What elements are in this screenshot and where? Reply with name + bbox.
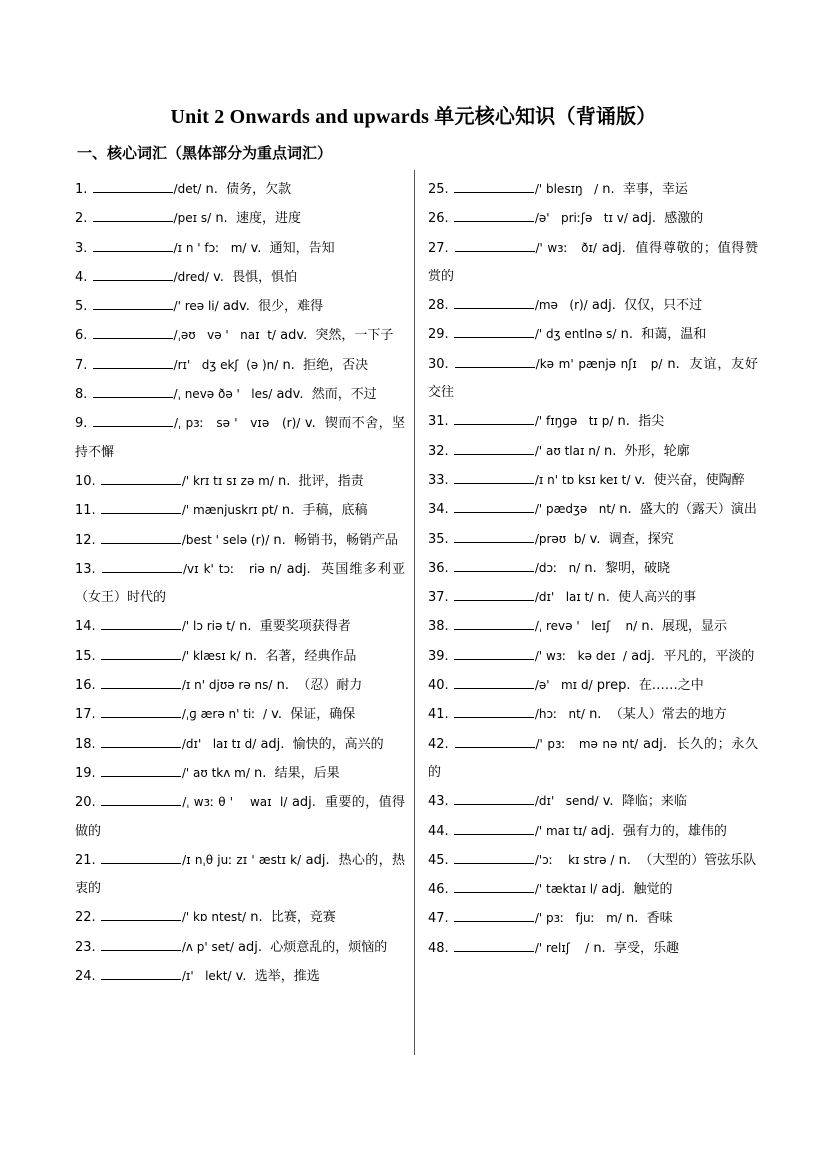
- definition: n. 指尖: [617, 414, 665, 430]
- answer-blank[interactable]: [93, 267, 173, 281]
- phonetic: /mə (r)/: [534, 298, 588, 313]
- definition: n. 幸事，幸运: [602, 182, 688, 197]
- answer-blank[interactable]: [454, 791, 534, 805]
- item-number: 27.: [428, 240, 449, 256]
- definition: n. 友谊，友好交往: [428, 356, 758, 401]
- item-number: 4.: [75, 269, 88, 285]
- answer-blank[interactable]: [454, 587, 534, 601]
- answer-blank[interactable]: [101, 792, 181, 806]
- phonetic: /rɪ' dʒ ekʃ (ə )n/: [173, 357, 279, 372]
- answer-blank[interactable]: [101, 966, 181, 980]
- definition: n. 香味: [626, 911, 673, 927]
- answer-blank[interactable]: [454, 558, 534, 572]
- item-number: 18.: [75, 736, 96, 752]
- phonetic: /' wɜː kə deɪ /: [534, 648, 627, 663]
- answer-blank[interactable]: [455, 238, 535, 252]
- phonetic: /' pɜː mə nə nt/: [535, 736, 639, 751]
- item-number: 26.: [428, 211, 449, 227]
- phonetic: /det/: [173, 182, 202, 196]
- phonetic: /' aʊ tkʌ m/: [181, 765, 250, 780]
- phonetic: /ˌ pɜː sə ' vɪə (r)/: [173, 416, 301, 431]
- answer-blank[interactable]: [454, 529, 534, 543]
- phonetic: /ˌɡ ærə n' tiː /: [181, 707, 267, 722]
- vocab-item: [428, 234, 758, 292]
- phonetic: /ʌ p' set/: [181, 939, 234, 954]
- answer-blank[interactable]: [454, 616, 534, 630]
- answer-blank[interactable]: [454, 470, 534, 484]
- definition: adj. 愉快的，高兴的: [260, 736, 384, 752]
- phonetic: /' wɜː ðɪ/: [535, 240, 597, 255]
- phonetic: /dɪ' send/: [534, 794, 599, 809]
- phonetic: /ˌəʊ və ' naɪ t/: [173, 328, 276, 343]
- vocab-item: [428, 934, 758, 963]
- definition: v. 畏惧，惧怕: [213, 269, 298, 285]
- item-number: 10.: [75, 473, 96, 489]
- vocab-item: [428, 875, 758, 904]
- vocab-column-left: [75, 175, 405, 991]
- answer-blank[interactable]: [454, 938, 534, 952]
- definition: adj. 平凡的，平淡的: [631, 648, 755, 664]
- vocab-item: [428, 175, 758, 204]
- answer-blank[interactable]: [101, 763, 181, 777]
- definition: n. 速度，进度: [215, 211, 301, 227]
- answer-blank[interactable]: [454, 295, 534, 309]
- page-title: Unit 2 Onwards and upwards 单元核心知识（背诵版）: [170, 106, 657, 128]
- answer-blank[interactable]: [101, 675, 181, 689]
- item-number: 6.: [75, 328, 88, 344]
- definition: v. 锲而不舍，坚持不懈: [75, 416, 406, 460]
- answer-blank[interactable]: [454, 646, 534, 660]
- answer-blank[interactable]: [101, 500, 181, 514]
- definition: n. （某人）常去的地方: [589, 707, 727, 723]
- phonetic: /peɪ s/: [173, 211, 212, 226]
- item-number: 29.: [428, 327, 449, 343]
- definition: v. 通知，告知: [250, 240, 335, 256]
- phonetic: /dred/: [173, 269, 209, 284]
- phonetic: /ˌ wɜː θ ' waɪ l/: [182, 795, 288, 810]
- definition: adj. 感激的: [632, 211, 704, 227]
- item-number: 42.: [428, 736, 449, 752]
- phonetic: /dɪ' laɪ tɪ d/: [181, 736, 257, 751]
- vocab-item: [75, 234, 405, 263]
- vocab-item: [75, 321, 405, 350]
- phonetic: /' pædʒə nt/: [534, 502, 616, 517]
- definition: n. 比赛，竞赛: [250, 910, 336, 926]
- definition: v. 使兴奋，使陶醉: [634, 472, 745, 488]
- item-number: 47.: [428, 911, 449, 927]
- vocab-item: [75, 175, 405, 204]
- vocab-item: [75, 730, 405, 759]
- answer-blank[interactable]: [93, 325, 173, 339]
- answer-blank[interactable]: [454, 441, 534, 455]
- answer-blank[interactable]: [454, 821, 534, 835]
- vocab-item: [75, 933, 405, 962]
- item-number: 16.: [75, 678, 96, 694]
- phonetic: /' fɪŋɡə tɪ p/: [534, 414, 614, 429]
- answer-blank[interactable]: [101, 704, 181, 718]
- vocab-item: [428, 291, 758, 320]
- vocab-item: [75, 903, 405, 932]
- phonetic: /' kɒ ntest/: [181, 910, 247, 925]
- item-number: 23.: [75, 939, 96, 955]
- item-number: 21.: [75, 852, 96, 868]
- answer-blank[interactable]: [102, 559, 182, 573]
- definition: n. 黎明，破晓: [584, 560, 670, 576]
- item-number: 5.: [75, 299, 88, 315]
- vocab-item: [428, 904, 758, 933]
- definition: n. 使人高兴的事: [597, 590, 697, 606]
- definition: n. 债务，欠款: [205, 182, 292, 197]
- answer-blank[interactable]: [455, 734, 535, 748]
- item-number: 8.: [75, 387, 88, 403]
- phonetic: /' relɪʃ /: [534, 940, 590, 955]
- definition: n. 批评，指责: [278, 473, 364, 489]
- answer-blank[interactable]: [93, 413, 173, 427]
- item-number: 41.: [428, 707, 449, 723]
- answer-blank[interactable]: [101, 616, 181, 630]
- item-number: 30.: [428, 356, 449, 372]
- item-number: 36.: [428, 560, 449, 576]
- answer-blank[interactable]: [455, 354, 535, 368]
- answer-blank[interactable]: [454, 850, 534, 864]
- vocab-item: [428, 437, 758, 466]
- answer-blank[interactable]: [454, 324, 534, 338]
- answer-blank[interactable]: [93, 384, 173, 398]
- phonetic: /hɔː nt/: [534, 707, 585, 722]
- vocab-item: [428, 554, 758, 583]
- answer-blank[interactable]: [101, 646, 181, 660]
- item-number: 15.: [75, 648, 96, 664]
- item-number: 17.: [75, 707, 96, 723]
- item-number: 12.: [75, 532, 96, 548]
- phonetic: /' reə li/: [173, 299, 219, 314]
- definition: v. 保证，确保: [271, 707, 356, 723]
- item-number: 31.: [428, 414, 449, 430]
- vocab-item: [428, 495, 758, 524]
- item-number: 39.: [428, 648, 449, 664]
- vocab-item: [428, 204, 758, 233]
- definition: adv. 然而，不过: [276, 387, 377, 403]
- vocab-item: [75, 409, 405, 467]
- phonetic: /ɪ n' djʊə rə ns/: [181, 678, 273, 693]
- definition: n. 结果，后果: [254, 765, 340, 781]
- item-number: 9.: [75, 416, 88, 432]
- phonetic: /ɪ nˌθ juː zɪ ' æstɪ k/: [182, 852, 302, 867]
- phonetic: /' krɪ tɪ sɪ zə m/: [181, 473, 274, 488]
- answer-blank[interactable]: [93, 208, 173, 222]
- definition: n. 重要奖项获得者: [239, 619, 351, 635]
- phonetic: /' aʊ tlaɪ n/: [534, 443, 600, 458]
- item-number: 32.: [428, 443, 449, 459]
- item-number: 43.: [428, 794, 449, 810]
- vocab-item: [75, 204, 405, 233]
- definition: adj. 重要的，值得做的: [75, 795, 405, 839]
- answer-blank[interactable]: [454, 179, 534, 193]
- item-number: 38.: [428, 619, 449, 635]
- vocab-item: [428, 320, 758, 349]
- definition: adj. 心烦意乱的，烦恼的: [238, 939, 388, 955]
- phonetic: /' blesɪŋ /: [534, 182, 599, 196]
- vocab-item: [428, 642, 758, 671]
- phonetic: /' mænjuskrɪ pt/: [181, 503, 278, 518]
- vocab-column-right: [428, 175, 758, 963]
- item-number: 19.: [75, 765, 96, 781]
- definition: n. 畅销书，畅销产品: [273, 532, 399, 548]
- definition: v. 选举，推选: [235, 969, 320, 985]
- item-number: 2.: [75, 211, 88, 227]
- item-number: 37.: [428, 590, 449, 606]
- vocab-item: [428, 700, 758, 729]
- item-number: 33.: [428, 472, 449, 488]
- definition: n. （大型的）管弦乐队: [618, 852, 757, 868]
- phonetic: /' pɜː fjuː m/: [534, 911, 622, 926]
- phonetic: /ɪ' lekt/: [181, 969, 232, 984]
- vocab-item: [75, 612, 405, 641]
- item-number: 46.: [428, 882, 449, 898]
- phonetic: /' lɔ riə t/: [181, 619, 235, 634]
- phonetic: /ɪ n ' fɔː m/: [173, 240, 247, 255]
- answer-blank[interactable]: [454, 675, 534, 689]
- phonetic: /ˌ revə ' leɪʃ n/: [534, 619, 638, 634]
- definition: adv. 突然，一下子: [280, 328, 394, 344]
- definition: adj. 值得尊敬的；值得赞赏的: [428, 240, 758, 284]
- vocab-item: [75, 526, 405, 555]
- definition: adj. 长久的；永久的: [428, 736, 758, 780]
- item-number: 28.: [428, 298, 449, 314]
- item-number: 11.: [75, 503, 96, 519]
- answer-blank[interactable]: [93, 296, 173, 310]
- definition: n. （忍）耐力: [276, 678, 363, 694]
- item-number: 24.: [75, 969, 96, 985]
- phonetic: /ɪ n' tɒ ksɪ keɪ t/: [534, 472, 631, 487]
- answer-blank[interactable]: [101, 530, 181, 544]
- answer-blank[interactable]: [93, 355, 173, 369]
- answer-blank[interactable]: [454, 908, 534, 922]
- definition: n. 名著，经典作品: [244, 648, 357, 664]
- item-number: 34.: [428, 502, 449, 518]
- item-number: 13.: [75, 561, 96, 577]
- definition: adv. 很少，难得: [222, 299, 324, 315]
- answer-blank[interactable]: [454, 879, 534, 893]
- vocab-item: [428, 407, 758, 436]
- answer-blank[interactable]: [101, 907, 181, 921]
- phonetic: /vɪ k' tɔː riə n/: [182, 561, 282, 576]
- item-number: 22.: [75, 910, 96, 926]
- vocab-item: [75, 759, 405, 788]
- phonetic: /' tæktaɪ l/: [534, 882, 598, 897]
- vocab-item: [428, 817, 758, 846]
- vocab-item: [75, 351, 405, 380]
- definition: prep. 在……之中: [596, 678, 704, 694]
- answer-blank[interactable]: [101, 850, 181, 864]
- definition: n. 展现，显示: [641, 619, 727, 635]
- vocab-item: [75, 467, 405, 496]
- vocab-item: [428, 787, 758, 816]
- vocab-item: [75, 788, 405, 846]
- answer-blank[interactable]: [93, 238, 173, 252]
- definition: n. 和蔼，温和: [620, 327, 707, 343]
- answer-blank[interactable]: [101, 471, 181, 485]
- definition: n. 拒绝，否决: [282, 357, 369, 373]
- definition: n. 手稿，底稿: [281, 503, 368, 519]
- vocab-item: [75, 380, 405, 409]
- vocab-item: [428, 612, 758, 641]
- definition: adj. 仅仅，只不过: [591, 298, 703, 314]
- definition: v. 调查，探究: [589, 531, 674, 547]
- phonetic: /kə m' pænjə nʃɪ p/: [535, 356, 663, 371]
- column-divider: [414, 170, 415, 1055]
- item-number: 48.: [428, 940, 449, 956]
- section-heading: 一、核心词汇（黑体部分为重点词汇）: [77, 144, 333, 162]
- answer-blank[interactable]: [454, 411, 534, 425]
- definition: n. 外形，轮廓: [604, 443, 690, 459]
- answer-blank[interactable]: [454, 704, 534, 718]
- definition: n. 享受，乐趣: [593, 940, 679, 956]
- definition: v. 降临；来临: [602, 794, 687, 810]
- item-number: 3.: [75, 240, 88, 256]
- phonetic: /ə' mɪ d/: [534, 678, 593, 693]
- vocab-item: [75, 846, 405, 904]
- answer-blank[interactable]: [101, 734, 181, 748]
- phonetic: /' maɪ tɪ/: [534, 823, 587, 838]
- phonetic: /best ' selə (r)/: [181, 532, 270, 547]
- vocab-item: [75, 555, 405, 613]
- phonetic: /'ɔː kɪ strə /: [534, 852, 615, 867]
- answer-blank[interactable]: [101, 937, 181, 951]
- definition: adj. 强有力的，雄伟的: [590, 823, 727, 839]
- phonetic: /ə' priːʃə tɪ v/: [534, 211, 628, 226]
- vocab-item: [75, 962, 405, 991]
- phonetic: /' dʒ entlnə s/: [534, 327, 617, 342]
- answer-blank[interactable]: [454, 499, 534, 513]
- item-number: 7.: [75, 357, 88, 373]
- vocab-item: [75, 700, 405, 729]
- vocab-item: [428, 671, 758, 700]
- phonetic: /dɪ' laɪ t/: [534, 590, 594, 605]
- item-number: 35.: [428, 531, 449, 547]
- definition: adj. 英国维多利亚（女王）时代的: [75, 561, 405, 606]
- item-number: 25.: [428, 182, 449, 197]
- item-number: 20.: [75, 795, 96, 811]
- answer-blank[interactable]: [454, 208, 534, 222]
- item-number: 44.: [428, 823, 449, 839]
- item-number: 45.: [428, 852, 449, 868]
- vocab-item: [75, 263, 405, 292]
- definition: adj. 触觉的: [601, 882, 673, 898]
- phonetic: /dɔː n/: [534, 560, 581, 575]
- item-number: 14.: [75, 619, 96, 635]
- vocab-item: [75, 292, 405, 321]
- vocab-item: [428, 525, 758, 554]
- item-number: 40.: [428, 678, 449, 694]
- phonetic: /ˌ nevə ðə ' les/: [173, 387, 273, 402]
- phonetic: /' klæsɪ k/: [181, 648, 241, 663]
- answer-blank[interactable]: [93, 179, 173, 193]
- definition: adj. 热心的，热衷的: [75, 852, 405, 897]
- vocab-item: [428, 730, 758, 788]
- vocab-item: [428, 350, 758, 408]
- vocab-item: [428, 583, 758, 612]
- vocab-item: [75, 496, 405, 525]
- vocab-item: [428, 466, 758, 495]
- item-number: 1.: [75, 182, 88, 197]
- vocab-item: [75, 642, 405, 671]
- vocab-item: [75, 671, 405, 700]
- phonetic: /prəʊ b/: [534, 531, 586, 546]
- vocab-item: [428, 846, 758, 875]
- definition: n. 盛大的（露天）演出: [619, 502, 757, 518]
